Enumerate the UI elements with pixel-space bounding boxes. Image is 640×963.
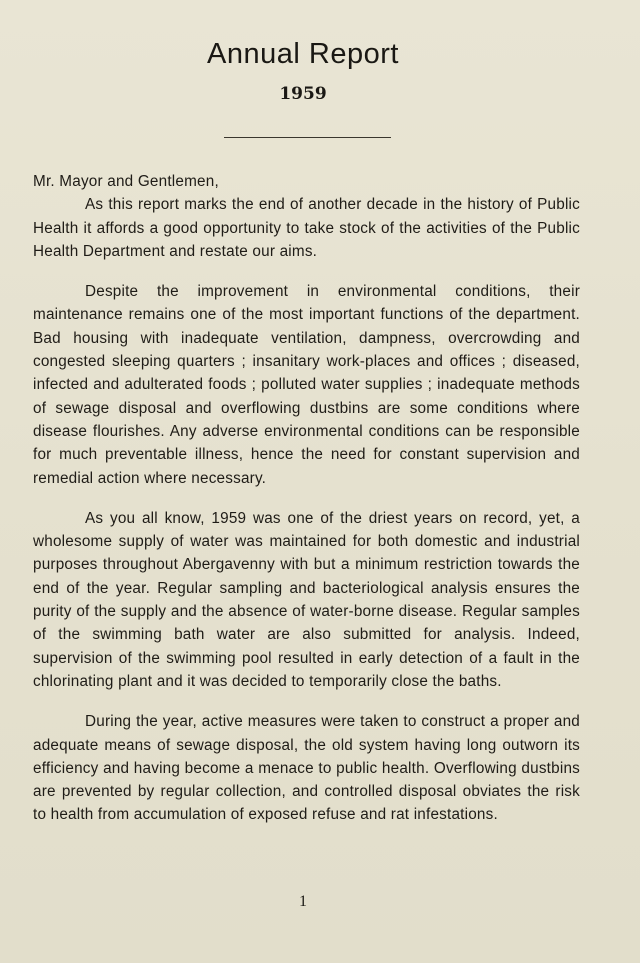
paragraph-3: As you all know, 1959 was one of the driest years on record, yet, a wholesome supply of water was maintained for both domestic and industrial purposes throughout Abergavenny with but a minimum restriction towards the end of the year. Regular sampling and bacteriological analysis ensures the purity of the supply and the absence of water-borne disease. Regular samples of the swimming bath water are also submitted for analysis. Indeed, supervision of the swimming pool resulted in early detection of a fault in the chlorinating plant and it was decided to temporarily close the baths. xyxy=(33,509,580,690)
page-number: 1 xyxy=(299,893,307,910)
letter-body xyxy=(33,170,580,827)
paragraph-4: During the year, active measures were taken to construct a proper and adequate means of sewage disposal, the old system having long outworn its efficiency and having become a menace to public health. Overflowing dustbins are prevented by regular collection, and controlled disposal obviates the risk to health from accumulation of exposed refuse and rat infestations. xyxy=(33,713,580,824)
salutation: Mr. Mayor and Gentlemen, xyxy=(33,173,219,190)
report-title: Annual Report xyxy=(207,38,399,70)
paragraph-2: Despite the improvement in environmental conditions, their maintenance remains one of the most important functions of the department. Bad housing with inadequate ventilation, dampness, overcrowding and congested sleeping quarters ; insanitary work-places and offices ; diseased, infected and adulterated foods ; polluted water supplies ; inadequate methods of sewage disposal and overflowing dustbins are some conditions where disease flourishes. Any adverse environmental conditions can be responsible for much preventable illness, hence the need for constant supervision and remedial action where necessary. xyxy=(33,283,580,487)
title-divider xyxy=(224,137,391,138)
report-year: 1959 xyxy=(279,84,327,104)
paragraph-1: As this report marks the end of another decade in the history of Public Health it affords a good opportunity to take stock of the activities of the Public Health Department and restate our aims. xyxy=(33,196,580,260)
